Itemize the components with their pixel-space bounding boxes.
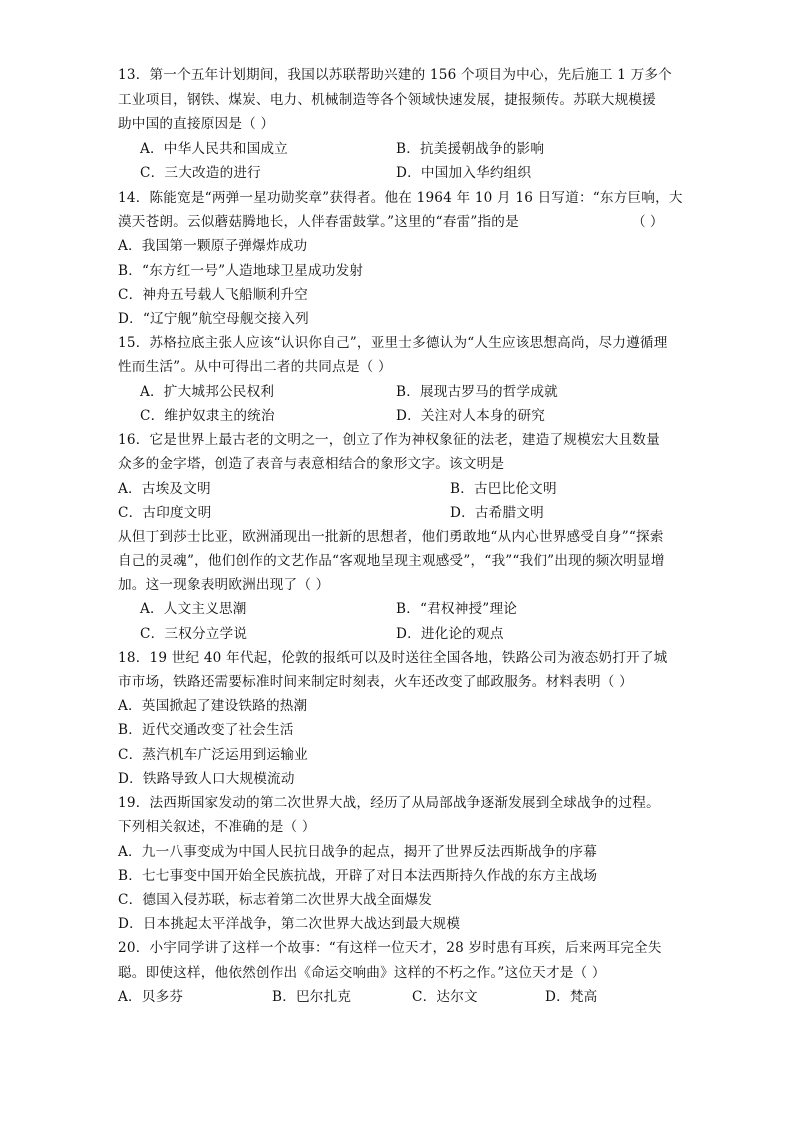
question-14-text-line-1: 14．陈能宽是“两弹一星功勋奖章”获得者。他在 1964 年 10 月 16 日写道：“东方巨响，大 [118, 190, 683, 206]
question-17-option-c: C．三权分立学说 [140, 626, 248, 642]
question-13-text-line-2: 工业项目，钢铁、煤炭、电力、机械制造等各个领域快速发展，捷报频传。苏联大规模援 [118, 92, 656, 108]
question-15-option-d: D．关注对人本身的研究 [396, 408, 546, 424]
question-17-option-a: A．人文主义思潮 [140, 601, 247, 617]
question-19-option-d: D．日本挑起太平洋战争，第二次世界大战达到最大规模 [118, 916, 461, 932]
question-16-option-a: A．古埃及文明 [118, 481, 211, 497]
question-18-text-line-2: 市市场，铁路还需要标准时间来制定时刻表，火车还改变了邮政服务。材料表明（ ） [118, 674, 633, 690]
question-19-option-a: A．九一八事变成为中国人民抗日战争的起点，揭开了世界反法西斯战争的序幕 [118, 844, 598, 860]
question-13-option-a: A．中华人民共和国成立 [140, 141, 288, 157]
question-20-text-line-2: 聪。即使这样，他依然创作出《命运交响曲》这样的不朽之作。”这位天才是（ ） [118, 965, 606, 981]
question-19-text-line-2: 下列相关叙述，不准确的是（ ） [118, 819, 316, 835]
question-19-text-line-1: 19．法西斯国家发动的第二次世界大战，经历了从局部战争逐渐发展到全球战争的过程。 [118, 795, 660, 811]
question-15-text-line-2: 性而生活”。从中可得出二者的共同点是（ ） [118, 359, 392, 375]
question-13-text-line-3: 助中国的直接原因是（ ） [118, 116, 275, 132]
question-18-option-d: D．铁路导致人口大规模流动 [118, 771, 295, 787]
question-16-text-line-2: 众多的金字塔，创造了表音与表意相结合的象形文字。该文明是 [118, 456, 505, 472]
question-20-option-c: C．达尔文 [412, 989, 478, 1005]
question-15-text-line-1: 15．苏格拉底主张人应该“认识你自己”，亚里士多德认为“人生应该思想高尚，尽力遵循理 [118, 335, 668, 351]
question-13-option-b: B．抗美援朝战争的影响 [396, 141, 545, 157]
question-20-option-b: B．巴尔扎克 [272, 989, 352, 1005]
question-14-answer-blank: （ ） [632, 214, 664, 230]
question-20-option-d: D．梵高 [545, 989, 598, 1005]
question-17-text-line-3: 加。这一现象表明欧洲出现了（ ） [118, 577, 330, 593]
question-17-option-b: B．“君权神授”理论 [396, 601, 518, 617]
question-17-option-d: D．进化论的观点 [396, 626, 504, 642]
question-17-text-line-2: 自己的灵魂”，他们创作的文艺作品“客观地呈现主观感受”，“我”“我们”出现的频次明显增 [118, 553, 665, 569]
question-18-option-c: C．蒸汽机车广泛运用到运输业 [118, 747, 308, 763]
question-16-option-c: C．古印度文明 [118, 505, 212, 521]
question-20-text-line-1: 20．小宇同学讲了这样一个故事：“有这样一位天才，28 岁时患有耳疾，后来两耳完全失 [118, 940, 662, 956]
question-18-option-a: A．英国掀起了建设铁路的热潮 [118, 698, 308, 714]
question-14-text-line-2: 漠天苍朗。云似蘑菇腾地长，人伴春雷鼓掌。”这里的“春雷”指的是 [118, 214, 519, 230]
question-13-option-d: D．中国加入华约组织 [396, 165, 532, 181]
question-18-option-b: B．近代交通改变了社会生活 [118, 722, 294, 738]
question-19-option-b: B．七七事变中国开始全民族抗战，开辟了对日本法西斯持久作战的东方主战场 [118, 868, 598, 884]
question-17-text-line-1: 从但丁到莎士比亚，欧洲涌现出一批新的思想者，他们勇敢地“从内心世界感受自身”“探索 [118, 529, 664, 545]
question-16-option-b: B．古巴比伦文明 [450, 481, 557, 497]
question-15-option-c: C．维护奴隶主的统治 [140, 408, 275, 424]
question-14-option-b: B．“东方红一号”人造地球卫星成功发射 [118, 263, 364, 279]
question-14-option-d: D．“辽宁舰”航空母舰交接入列 [118, 311, 309, 327]
question-16-option-d: D．古希腊文明 [450, 505, 544, 521]
question-16-text-line-1: 16．它是世界上最古老的文明之一，创立了作为神权象征的法老，建造了规模宏大且数量 [118, 432, 660, 448]
question-14-option-c: C．神舟五号载人飞船顺利升空 [118, 287, 308, 303]
question-13-text-line-1: 13．第一个五年计划期间，我国以苏联帮助兴建的 156 个项目为中心，先后施工 1 万多个 [118, 67, 672, 83]
question-20-option-a: A．贝多芬 [118, 989, 184, 1005]
question-15-option-a: A．扩大城邦公民权利 [140, 384, 275, 400]
question-15-option-b: B．展现古罗马的哲学成就 [396, 384, 558, 400]
question-19-option-c: C．德国入侵苏联，标志着第二次世界大战全面爆发 [118, 892, 433, 908]
question-14-option-a: A．我国第一颗原子弹爆炸成功 [118, 238, 308, 254]
question-18-text-line-1: 18．19 世纪 40 年代起，伦敦的报纸可以及时送往全国各地，铁路公司为液态奶打开了城 [118, 650, 668, 666]
question-13-option-c: C．三大改造的进行 [140, 165, 261, 181]
